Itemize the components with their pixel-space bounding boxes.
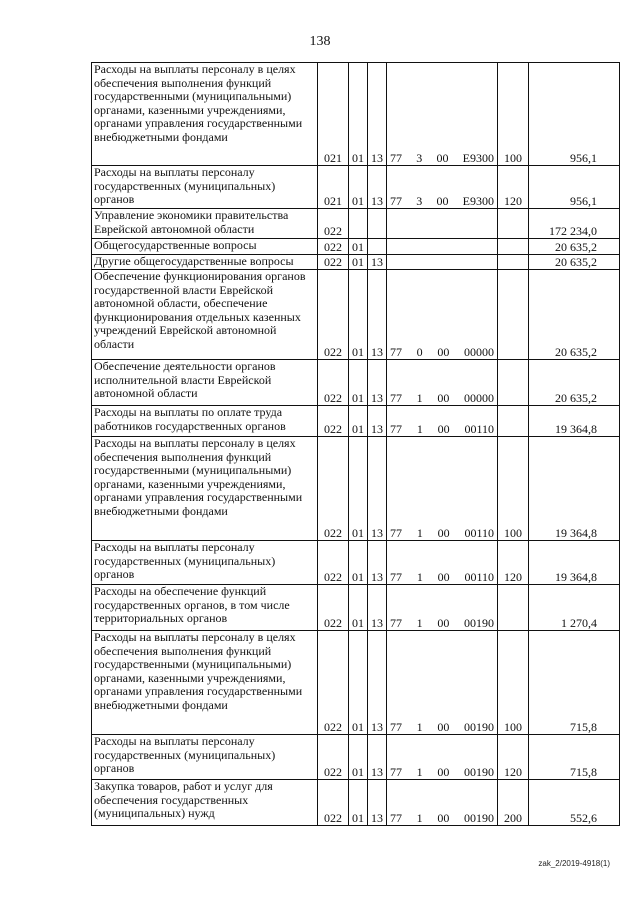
target-item-code: [387, 631, 498, 735]
expense-type-code: [498, 270, 529, 360]
section-code: [349, 209, 368, 239]
activity-code: 00: [437, 719, 450, 734]
target-item-code: [387, 239, 498, 255]
table-row: [92, 437, 620, 541]
section-code: 01: [349, 585, 368, 631]
activity-code: 00: [437, 569, 450, 584]
row-name: Другие общегосударственные вопросы: [92, 255, 318, 270]
target-item-code: [387, 166, 498, 209]
row-name: Управление экономики правительства Еврейской автономной области: [92, 209, 318, 239]
expense-type-code: 100: [498, 631, 529, 735]
subsection-code: 13: [368, 780, 387, 826]
amount: 20 635,2: [529, 239, 620, 255]
amount: 715,8: [529, 631, 620, 735]
ministry-code: 022: [318, 735, 349, 780]
expense-type-code: [498, 239, 529, 255]
row-name: Расходы на выплаты персоналу в целях обеспечения выполнения функций государственными (муниципальными) органами, казенными учреждениями, органами управления государственными внебюджетными фондами: [92, 437, 318, 541]
target-item-code: [387, 735, 498, 780]
ministry-code: 022: [318, 585, 349, 631]
amount: 172 234,0: [529, 209, 620, 239]
direction-code: 00190: [463, 719, 494, 734]
section-code: 01: [349, 406, 368, 437]
program-code: 77: [390, 193, 402, 208]
document-code: zak_2/2019-4918(1): [538, 859, 610, 868]
subprogram-code: 1: [416, 719, 423, 734]
amount: 956,1: [529, 63, 620, 166]
table-row: [92, 209, 620, 239]
row-name: Общегосударственные вопросы: [92, 239, 318, 255]
program-code: 77: [390, 150, 402, 165]
subsection-code: 13: [368, 360, 387, 406]
table-row: [92, 166, 620, 209]
section-code: 01: [349, 166, 368, 209]
subprogram-code: 0: [416, 344, 423, 359]
subprogram-code: 1: [416, 390, 423, 405]
amount: 19 364,8: [529, 406, 620, 437]
ministry-code: 022: [318, 255, 349, 270]
subsection-code: 13: [368, 270, 387, 360]
table-row: [92, 406, 620, 437]
subsection-code: 13: [368, 406, 387, 437]
ministry-code: 022: [318, 360, 349, 406]
program-code: 77: [390, 719, 402, 734]
subprogram-code: 1: [416, 421, 423, 436]
row-name: Расходы на обеспечение функций государственных органов, в том числе территориальных органов: [92, 585, 318, 631]
budget-table: [91, 62, 620, 826]
ministry-code: 022: [318, 209, 349, 239]
direction-code: 00110: [464, 421, 494, 436]
table-row: [92, 239, 620, 255]
table-row: [92, 585, 620, 631]
subsection-code: 13: [368, 166, 387, 209]
expense-type-code: [498, 360, 529, 406]
direction-code: Е9300: [462, 193, 494, 208]
ministry-code: 021: [318, 63, 349, 166]
program-code: 77: [390, 764, 402, 779]
amount: 20 635,2: [529, 270, 620, 360]
target-item-code: [387, 541, 498, 585]
row-name: Расходы на выплаты персоналу в целях обеспечения выполнения функций государственными (муниципальными) органами, казенными учреждениями, органами управления государственными внебюджетными фондами: [92, 631, 318, 735]
row-name: Обеспечение функционирования органов государственной власти Еврейской автономной области, обеспечение функционирования отдельных казенных учреждений Еврейской автономной области: [92, 270, 318, 360]
amount: 19 364,8: [529, 437, 620, 541]
subsection-code: 13: [368, 631, 387, 735]
subsection-code: 13: [368, 255, 387, 270]
ministry-code: 022: [318, 780, 349, 826]
subprogram-code: 1: [416, 615, 423, 630]
activity-code: 00: [437, 344, 450, 359]
program-code: 77: [390, 344, 402, 359]
activity-code: 00: [436, 193, 449, 208]
target-item-code: [387, 360, 498, 406]
row-name: Расходы на выплаты персоналу государственных (муниципальных) органов: [92, 735, 318, 780]
target-item-code: [387, 585, 498, 631]
ministry-code: 022: [318, 541, 349, 585]
subsection-code: [368, 239, 387, 255]
expense-type-code: 120: [498, 735, 529, 780]
target-item-code: [387, 63, 498, 166]
section-code: 01: [349, 631, 368, 735]
direction-code: 00190: [463, 615, 494, 630]
subsection-code: 13: [368, 437, 387, 541]
table-row: [92, 255, 620, 270]
section-code: 01: [349, 270, 368, 360]
activity-code: 00: [437, 615, 450, 630]
table-row: [92, 735, 620, 780]
expense-type-code: [498, 585, 529, 631]
expense-type-code: 200: [498, 780, 529, 826]
table-row: [92, 270, 620, 360]
subsection-code: 13: [368, 735, 387, 780]
subprogram-code: 3: [416, 193, 423, 208]
expense-type-code: 120: [498, 166, 529, 209]
row-name: Расходы на выплаты персоналу государственных (муниципальных) органов: [92, 166, 318, 209]
program-code: 77: [390, 421, 402, 436]
activity-code: 00: [436, 150, 449, 165]
direction-code: 00190: [463, 810, 494, 825]
target-item-code: [387, 780, 498, 826]
subprogram-code: 1: [416, 525, 423, 540]
program-code: 77: [390, 525, 402, 540]
table-row: [92, 631, 620, 735]
table-row: [92, 780, 620, 826]
activity-code: 00: [437, 390, 450, 405]
section-code: 01: [349, 239, 368, 255]
amount: 956,1: [529, 166, 620, 209]
target-item-code: [387, 270, 498, 360]
direction-code: 00190: [463, 764, 494, 779]
expense-type-code: [498, 255, 529, 270]
target-item-code: [387, 255, 498, 270]
subprogram-code: 1: [416, 569, 423, 584]
subsection-code: 13: [368, 541, 387, 585]
section-code: 01: [349, 255, 368, 270]
expense-type-code: [498, 209, 529, 239]
section-code: 01: [349, 437, 368, 541]
section-code: 01: [349, 360, 368, 406]
subprogram-code: 1: [416, 764, 423, 779]
ministry-code: 022: [318, 239, 349, 255]
expense-type-code: [498, 406, 529, 437]
subprogram-code: 1: [416, 810, 423, 825]
program-code: 77: [390, 615, 402, 630]
activity-code: 00: [437, 525, 450, 540]
direction-code: 00110: [464, 569, 494, 584]
activity-code: 00: [437, 810, 450, 825]
ministry-code: 021: [318, 166, 349, 209]
row-name: Расходы на выплаты по оплате труда работников государственных органов: [92, 406, 318, 437]
table-row: [92, 63, 620, 166]
subsection-code: 13: [368, 63, 387, 166]
row-name: Закупка товаров, работ и услуг для обеспечения государственных (муниципальных) нужд: [92, 780, 318, 826]
subprogram-code: 3: [416, 150, 423, 165]
subsection-code: [368, 209, 387, 239]
amount: 19 364,8: [529, 541, 620, 585]
amount: 20 635,2: [529, 255, 620, 270]
row-name: Обеспечение деятельности органов исполнительной власти Еврейской автономной области: [92, 360, 318, 406]
amount: 1 270,4: [529, 585, 620, 631]
direction-code: 00000: [463, 390, 494, 405]
row-name: Расходы на выплаты персоналу государственных (муниципальных) органов: [92, 541, 318, 585]
page-number: 138: [309, 34, 331, 49]
expense-type-code: 120: [498, 541, 529, 585]
target-item-code: [387, 209, 498, 239]
ministry-code: 022: [318, 270, 349, 360]
program-code: 77: [390, 390, 402, 405]
expense-type-code: 100: [498, 63, 529, 166]
amount: 552,6: [529, 780, 620, 826]
subsection-code: 13: [368, 585, 387, 631]
direction-code: 00000: [463, 344, 494, 359]
row-name: Расходы на выплаты персоналу в целях обеспечения выполнения функций государственными (муниципальными) органами, казенными учреждениями, органами управления государственными внебюджетными фондами: [92, 63, 318, 166]
activity-code: 00: [437, 421, 450, 436]
expense-type-code: 100: [498, 437, 529, 541]
direction-code: Е9300: [462, 150, 494, 165]
section-code: 01: [349, 63, 368, 166]
section-code: 01: [349, 735, 368, 780]
target-item-code: [387, 406, 498, 437]
amount: 20 635,2: [529, 360, 620, 406]
table-row: [92, 360, 620, 406]
amount: 715,8: [529, 735, 620, 780]
ministry-code: 022: [318, 631, 349, 735]
section-code: 01: [349, 541, 368, 585]
section-code: 01: [349, 780, 368, 826]
program-code: 77: [390, 810, 402, 825]
direction-code: 00110: [464, 525, 494, 540]
program-code: 77: [390, 569, 402, 584]
activity-code: 00: [437, 764, 450, 779]
ministry-code: 022: [318, 437, 349, 541]
table-row: [92, 541, 620, 585]
target-item-code: [387, 437, 498, 541]
ministry-code: 022: [318, 406, 349, 437]
